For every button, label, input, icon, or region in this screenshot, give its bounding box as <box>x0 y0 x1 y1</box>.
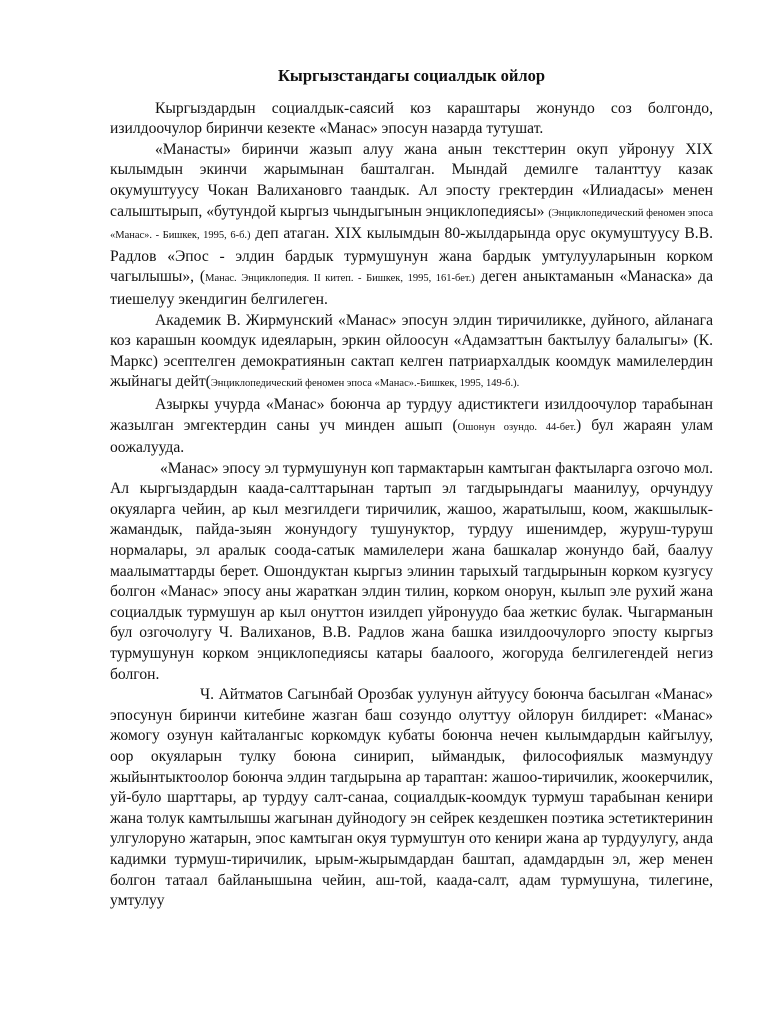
paragraph-1-text: Кыргыздардын социалдык-саясий коз караштары жонундо соз болгондо, изилдоочулор биринчи кезекте «Манас» эпосун назарда тутушат. <box>110 99 713 138</box>
paragraph-4-text-b: ) бул жараян улам оожалууда. <box>110 416 713 457</box>
citation-4: Ошонун озундо. 44-бет. <box>457 421 577 433</box>
paragraph-4 <box>110 395 713 459</box>
paragraph-6-text: Ч. Айтматов Сагынбай Орозбак уулунун айтуусу боюнча басылган «Манас» эпосунун биринчи китебине жазган баш созундо олуттуу ойлорун билдирет: «Манас» жомогу озунун кайталангыс коркомдук кубаты боюнча нечен кылымдардын кайгылуу, оор окуяларын тулку боюна синирип, ыймандык, философиялык мазмундуу жыйынтыктоолор боюнча элдин тагдырына ар тараптан: жашоо-тиричилик, жоокерчилик, уй-було шарттары, ар турдуу салт-санаа, социалдык-коомдук турмуш тарабынан кенири жана толук камтылышы жагынан дуйнодогу эн сейрек кездешкен поэтика эстетиктеринин улгулоруно жатарын, эпос камтыган окуя турмуштун ото кенири жана ар турдуулугу, анда кадимки турмуш-тиричилик, ырым-жырымдардан баштап, адамдардын эл, жер менен болгон татаал байланышына чейин, аш-той, каада-салт, адам турмушуна, тилегине, умтулуу <box>110 686 713 910</box>
paragraph-5-text: «Манас» эпосу эл турмушунун коп тармактарын камтыган фактыларга озгочо мол. Ал кыргыздардын каада-салттарынан тартып эл тагдырындагы маанилуу, орчундуу окуяларга чейин, ар кыл мезгилдеги тиричилик, жашоо, жаратылыш, коом, жакшылык-жамандык, пайда-зыян жонундогу тушунуктор, турдуу ишенимдер, журуш-туруш нормалары, эл аралык соода-сатык мамилелери жана башкалар жонундо бай, баалуу маалыматтарды берет. Ошондуктан кыргыз элинин тарыхый тагдырынын корком кузгусу болгон «Манас» эпосу аны жараткан элдин тилин, корком онорун, кылып эле рухий жана социалдык турмушун ар кыл онуттон изилдеп уйронуудо баа жеткис булак. Чыгарманын бул озгочолугу Ч. Валиханов, В.В. Радлов жана башка изилдоочулорго эпосту кыргыз турмушунун корком энциклопедиясы катары баалоого, жогоруда белгилегендей негиз болгон. <box>110 459 713 683</box>
citation-1: (Энциклопедический феномен эпоса «Манас». - Бишкек, 1995, 6-б.) <box>110 207 713 242</box>
paragraph-6 <box>110 685 713 912</box>
paragraph-2-text-c: деген аныктаманын «Манаска» да тиешелуу экендигин белгилеген. <box>110 268 714 308</box>
paragraph-3 <box>110 311 713 395</box>
paragraph-5 <box>110 459 713 686</box>
paragraph-1 <box>110 99 713 140</box>
document-page <box>110 66 713 912</box>
paragraph-2 <box>110 140 713 311</box>
citation-3: Энциклопедический феномен эпоса «Манас».-Бишкек, 1995, 149-б.). <box>210 378 520 390</box>
paragraph-2-text-a: «Манасты» биринчи жазып алуу жана анын тексттерин окуп уйронуу XIX кылымдын экинчи жарымынан башталган. Мындай демилге таланттуу казак окумуштуусу Чокан Валихановго таандык. Ал эпосту гректердин «Илиадасы» менен салыштырып, «бутундой кыргыз чындыгынын энциклопедиясы» <box>110 140 713 220</box>
paragraph-4-text-a: Азыркы учурда «Манас» боюнча ар турдуу адистиктеги изилдоочулор тарабынан жазылган эмгектердин саны уч минден ашып ( <box>110 395 713 434</box>
paragraph-3-text-a: Академик В. Жирмунский «Манас» эпосун элдин тиричиликке, дуйного, айланага коз карашын коомдук идеяларын, эркин ойлоосун «Адамзаттын бактылуу балалыгы» (К. Маркс) эсептелген демократиянын сактап келген патриархалдык коомдук мамилелердин жыйнагы дейт( <box>110 311 713 391</box>
paragraph-2-text-b: деп атаган. XIX кылымдын 80-жылдарында орус окумуштуусу В.В. Радлов «Эпос - элдин бардык турмушунун жана бардык умтулууларынын корком чагылышы», ( <box>110 225 713 286</box>
document-title: Кыргызстандагы социалдык ойлор <box>277 66 546 85</box>
citation-2: Манас. Энциклопедия. II китеп. - Бишкек, 1995, 161-бет.) <box>205 273 475 285</box>
